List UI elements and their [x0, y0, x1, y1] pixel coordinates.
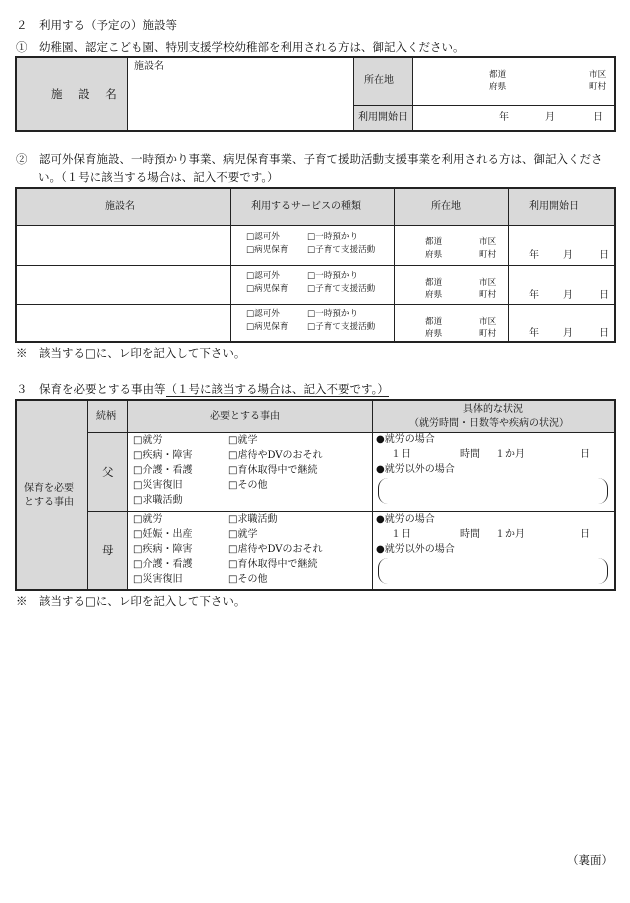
- father-status-month1: １か月: [495, 449, 525, 460]
- mother-reason-other[interactable]: □その他: [228, 574, 268, 585]
- mother-reason-work[interactable]: □就労: [133, 514, 163, 525]
- q2-row1-service-opt1[interactable]: □認可外: [246, 232, 280, 242]
- mother-reason-abuse[interactable]: □虐待やDVのおそれ: [228, 544, 323, 555]
- location-label-cell: [354, 58, 413, 106]
- row-divider: [88, 511, 614, 512]
- father-status-other: ●就労以外の場合: [376, 464, 455, 475]
- mother-reason-illness[interactable]: □疾病・障害: [133, 544, 193, 555]
- q2-row3-facility-field[interactable]: [17, 305, 230, 341]
- mother-reason-disaster[interactable]: □災害復旧: [133, 574, 183, 585]
- mother-status-working: ●就労の場合: [376, 514, 435, 525]
- start-date-field[interactable]: [413, 106, 614, 130]
- reason-table: [15, 399, 616, 591]
- header-relation: 続柄: [96, 411, 116, 422]
- q2-row1-month: 月: [563, 250, 573, 261]
- q2-row1-city-top: 市区: [479, 237, 497, 247]
- mother-status-days: 日: [580, 529, 590, 540]
- q2-header-facility: 施設名: [105, 201, 135, 212]
- section3-heading-underlined: （１号に該当する場合は、記入不要です。）: [165, 382, 389, 396]
- pref-top-label: 都道: [489, 70, 507, 80]
- facility-label-cell: [17, 58, 128, 130]
- father-reason-illness[interactable]: □疾病・障害: [133, 450, 193, 461]
- section3-note: ※ 該当する□に、レ印を記入して下さい。: [16, 594, 246, 608]
- q2-row2-service-opt2[interactable]: □一時預かり: [307, 271, 359, 281]
- mother-status-other: ●就労以外の場合: [376, 544, 455, 555]
- day-label: 日: [593, 112, 603, 123]
- facility-name-field[interactable]: [128, 58, 354, 130]
- q2-row2-city-bottom: 町村: [479, 290, 497, 300]
- mother-reason-leave[interactable]: □育休取得中で継続: [228, 559, 318, 570]
- q2-row1-city-bottom: 町村: [479, 250, 497, 260]
- header-status-line1: 具体的な状況: [463, 404, 523, 415]
- q2-row2-pref-bottom: 府県: [425, 290, 443, 300]
- q2-row3-day: 日: [599, 328, 609, 339]
- mother-reason-pregnancy[interactable]: □妊娠・出産: [133, 529, 193, 540]
- q2-instruction-line2: い。（１号に該当する場合は、記入不要です。）: [38, 170, 279, 184]
- q2-row3-pref-top: 都道: [425, 317, 443, 327]
- q1-table: [15, 56, 616, 132]
- mother-status-other-field[interactable]: [378, 558, 608, 584]
- father-label: 父: [102, 465, 114, 479]
- father-reason-jobsearch[interactable]: □求職活動: [133, 495, 183, 506]
- section2-note: ※ 該当する□に、レ印を記入して下さい。: [16, 346, 246, 360]
- father-status-days: 日: [580, 449, 590, 460]
- father-status-working: ●就労の場合: [376, 434, 435, 445]
- q2-row2-day: 日: [599, 290, 609, 301]
- mother-status-month1: １か月: [495, 529, 525, 540]
- pref-bottom-label: 府県: [489, 82, 507, 92]
- q2-row3-city-top: 市区: [479, 317, 497, 327]
- q2-row2-service-opt4[interactable]: □子育て支援活動: [307, 284, 376, 294]
- q2-row3-service-opt1[interactable]: □認可外: [246, 309, 280, 319]
- header-reason: 必要とする事由: [210, 411, 280, 422]
- mother-label-cell: [88, 512, 127, 589]
- start-label-cell: [354, 106, 413, 130]
- divider: [372, 401, 373, 589]
- q2-row3-year: 年: [529, 328, 539, 339]
- q2-row1-facility-field[interactable]: [17, 226, 230, 265]
- reason-row-label-line1: 保育を必要: [24, 483, 74, 494]
- father-reason-work[interactable]: □就労: [133, 435, 163, 446]
- mother-reason-care[interactable]: □介護・看護: [133, 559, 193, 570]
- section3-heading-main: ３ 保育を必要とする事由等: [16, 382, 166, 396]
- location-field[interactable]: [413, 58, 614, 106]
- location-label: 所在地: [364, 75, 394, 86]
- father-reason-other[interactable]: □その他: [228, 480, 268, 491]
- father-reason-study[interactable]: □就学: [228, 435, 258, 446]
- reason-row-label-cell: [17, 401, 88, 589]
- q2-row1-service-opt3[interactable]: □病児保育: [246, 245, 289, 255]
- q2-row1-service-opt4[interactable]: □子育て支援活動: [307, 245, 376, 255]
- city-top-label: 市区: [589, 70, 607, 80]
- mother-status-hours: 時間: [460, 529, 480, 540]
- facility-name-label: 施設名: [134, 61, 164, 72]
- facility-label: 施 設 名: [51, 87, 123, 101]
- mother-label: 母: [102, 543, 114, 557]
- q2-row3-city-bottom: 町村: [479, 329, 497, 339]
- year-label: 年: [499, 112, 509, 123]
- q2-row2-city-top: 市区: [479, 278, 497, 288]
- mother-reason-study[interactable]: □就学: [228, 529, 258, 540]
- page-side-label: （裏面）: [567, 853, 613, 867]
- q2-header-service: 利用するサービスの種類: [251, 201, 361, 212]
- q2-header-location: 所在地: [431, 201, 461, 212]
- q2-row2-pref-top: 都道: [425, 278, 443, 288]
- father-reason-disaster[interactable]: □災害復旧: [133, 480, 183, 491]
- father-reason-abuse[interactable]: □虐待やDVのおそれ: [228, 450, 323, 461]
- father-status-day1: １日: [391, 449, 411, 460]
- mother-status-day1: １日: [391, 529, 411, 540]
- q2-row2-facility-field[interactable]: [17, 266, 230, 304]
- q2-row1-year: 年: [529, 250, 539, 261]
- q2-row1-service-opt2[interactable]: □一時預かり: [307, 232, 359, 242]
- q2-row3-service-opt2[interactable]: □一時預かり: [307, 309, 359, 319]
- city-bottom-label: 町村: [589, 82, 607, 92]
- q2-row2-month: 月: [563, 290, 573, 301]
- month-label: 月: [545, 112, 555, 123]
- q1-instruction: ① 幼稚園、認定こども園、特別支援学校幼稚部を利用される方は、御記入ください。: [16, 40, 465, 54]
- q2-row1-pref-top: 都道: [425, 237, 443, 247]
- father-reason-care[interactable]: □介護・看護: [133, 465, 193, 476]
- header-status-line2: （就労時間・日数等や疾病の状況）: [409, 418, 569, 429]
- section2-heading: ２ 利用する（予定の）施設等: [16, 18, 177, 32]
- section3-heading: [16, 382, 389, 396]
- reason-row-label-line2: とする事由: [24, 497, 74, 508]
- q2-row1-pref-bottom: 府県: [425, 250, 443, 260]
- father-status-other-field[interactable]: [378, 478, 608, 504]
- father-status-hours: 時間: [460, 449, 480, 460]
- q2-row2-year: 年: [529, 290, 539, 301]
- q2-row1-day: 日: [599, 250, 609, 261]
- q2-row2-service-opt3[interactable]: □病児保育: [246, 284, 289, 294]
- q2-row3-month: 月: [563, 328, 573, 339]
- mother-reason-jobsearch[interactable]: □求職活動: [228, 514, 278, 525]
- q2-row3-service-opt4[interactable]: □子育て支援活動: [307, 322, 376, 332]
- q2-row3-pref-bottom: 府県: [425, 329, 443, 339]
- start-label: 利用開始日: [358, 112, 408, 123]
- q2-header-start: 利用開始日: [529, 201, 579, 212]
- divider: [127, 401, 128, 589]
- father-reason-leave[interactable]: □育休取得中で継続: [228, 465, 318, 476]
- father-label-cell: [88, 433, 127, 511]
- q2-table: [15, 187, 616, 343]
- q2-row3-service-opt3[interactable]: □病児保育: [246, 322, 289, 332]
- q2-row2-service-opt1[interactable]: □認可外: [246, 271, 280, 281]
- q2-instruction-line1: ② 認可外保育施設、一時預かり事業、病児保育事業、子育て援助活動支援事業を利用される方は、御記入くださ: [16, 152, 603, 166]
